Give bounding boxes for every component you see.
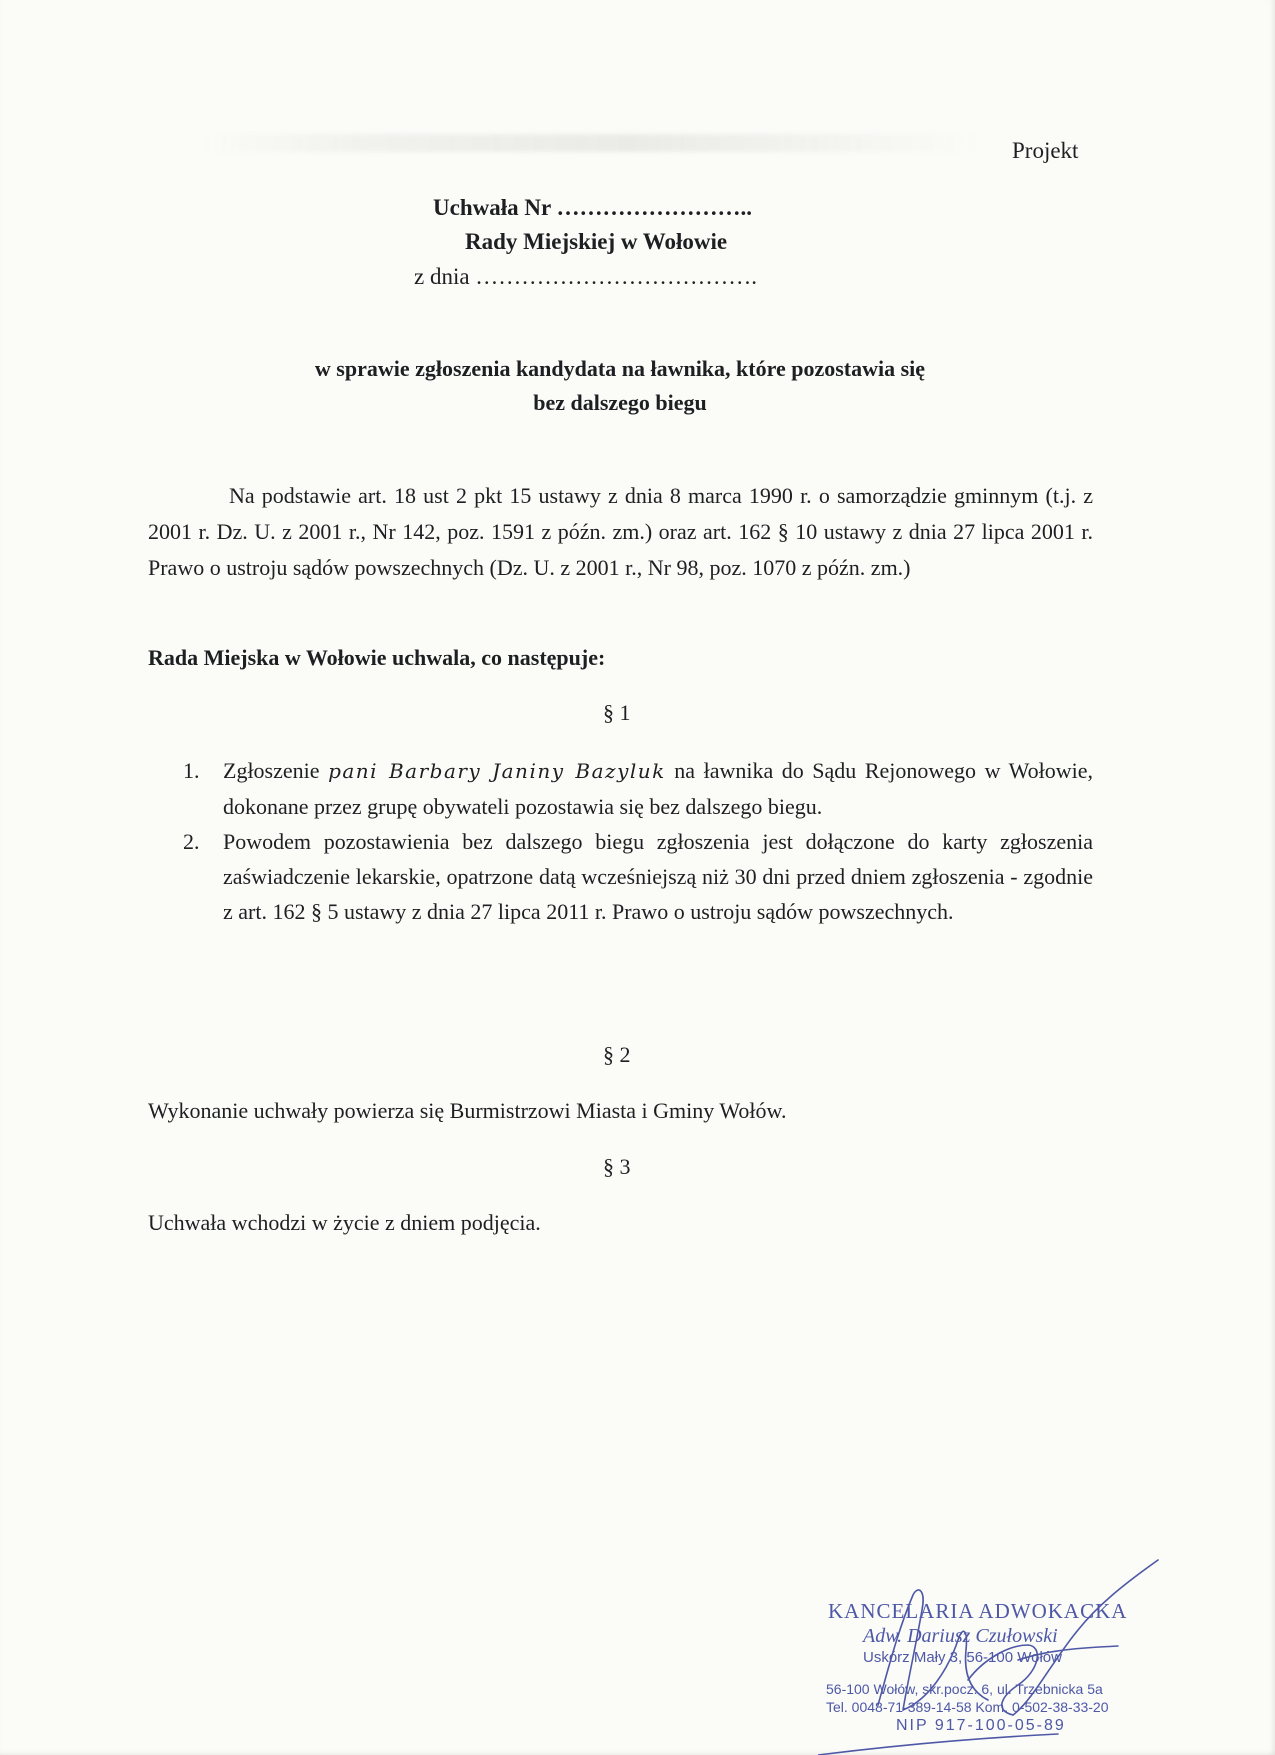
- resolution-clause: Rada Miejska w Wołowie uchwala, co następuje:: [148, 645, 606, 670]
- subject-line-2: bez dalszego biegu: [533, 390, 707, 415]
- subject-line-1: w sprawie zgłoszenia kandydata na ławnika, które pozostawia się: [314, 356, 926, 381]
- stamp-nip: NIP 917-100-05-89: [896, 1717, 1066, 1734]
- list-item-number: 2.: [183, 829, 200, 854]
- list-item: [183, 824, 1093, 929]
- stamp-phone: Tel. 0048-71-389-14-58 Kom. 0-502-38-33-20: [826, 1699, 1109, 1715]
- resolution-number: Uchwała Nr ……………………..: [433, 195, 753, 220]
- section-3-heading: § 3: [603, 1154, 631, 1179]
- section-3-text: Uchwała wchodzi w życie z dniem podjęcia.: [148, 1210, 541, 1235]
- handwritten-signature: [818, 1550, 1178, 1755]
- stamp-office: KANCELARIA ADWOKACKA: [828, 1599, 1128, 1623]
- stamp-lawyer: Adw. Dariusz Czułowski: [863, 1625, 1058, 1647]
- list-item-number: 1.: [183, 758, 200, 783]
- legal-basis: Na podstawie art. 18 ust 2 pkt 15 ustawy z dnia 8 marca 1990 r. o samorządzie gminnym (t.j. z 2001 r. Dz. U. z 2001 r., Nr 142, poz. 1591 z późn. zm.) oraz art. 162 § 10 ustawy z dnia 27 lipca 2001 r. Prawo o ustroju sądów powszechnych (Dz. U. z 2001 r., Nr 98, poz. 1070 z późn. zm.): [148, 483, 1093, 580]
- list-item-text: Powodem pozostawienia bez dalszego biegu zgłoszenia jest dołączone do karty zgłoszenia zaświadczenie lekarskie, opatrzone datą wcześniejszą niż 30 dni przed dniem zgłoszenia - zgodnie z art. 162 § 5 ustawy z dnia 27 lipca 2011 r. Prawo o ustroju sądów powszechnych.: [223, 829, 1093, 924]
- scan-artifact: [200, 134, 980, 152]
- resolution-subject: [150, 352, 1090, 420]
- resolution-date: z dnia ……………………………….: [414, 264, 758, 289]
- section-2-heading: § 2: [603, 1042, 631, 1067]
- draft-label: Projekt: [1012, 138, 1079, 163]
- candidate-name: pani Barbary Janiny Bazyluk: [328, 759, 666, 783]
- council-name: Rady Miejskiej w Wołowie: [465, 229, 728, 254]
- list-item-text: [223, 753, 1093, 824]
- section-1-list: [183, 753, 1093, 929]
- stamp-postal: 56-100 Wołów, skr.pocz. 6, ul. Trzebnicka 5a: [826, 1681, 1103, 1697]
- list-item: [183, 753, 1093, 824]
- stamp-address: Uskórz Mały 3, 56-100 Wołów: [863, 1649, 1062, 1666]
- section-1-heading: § 1: [603, 700, 631, 725]
- text-fragment: na ławnika do Sądu Rejonowego w Wołowie, dokonane przez grupę obywateli pozostawia się bez dalszego biegu.: [223, 758, 1093, 819]
- text-fragment: Zgłoszenie: [223, 758, 329, 783]
- section-2-text: Wykonanie uchwały powierza się Burmistrzowi Miasta i Gminy Wołów.: [148, 1098, 787, 1123]
